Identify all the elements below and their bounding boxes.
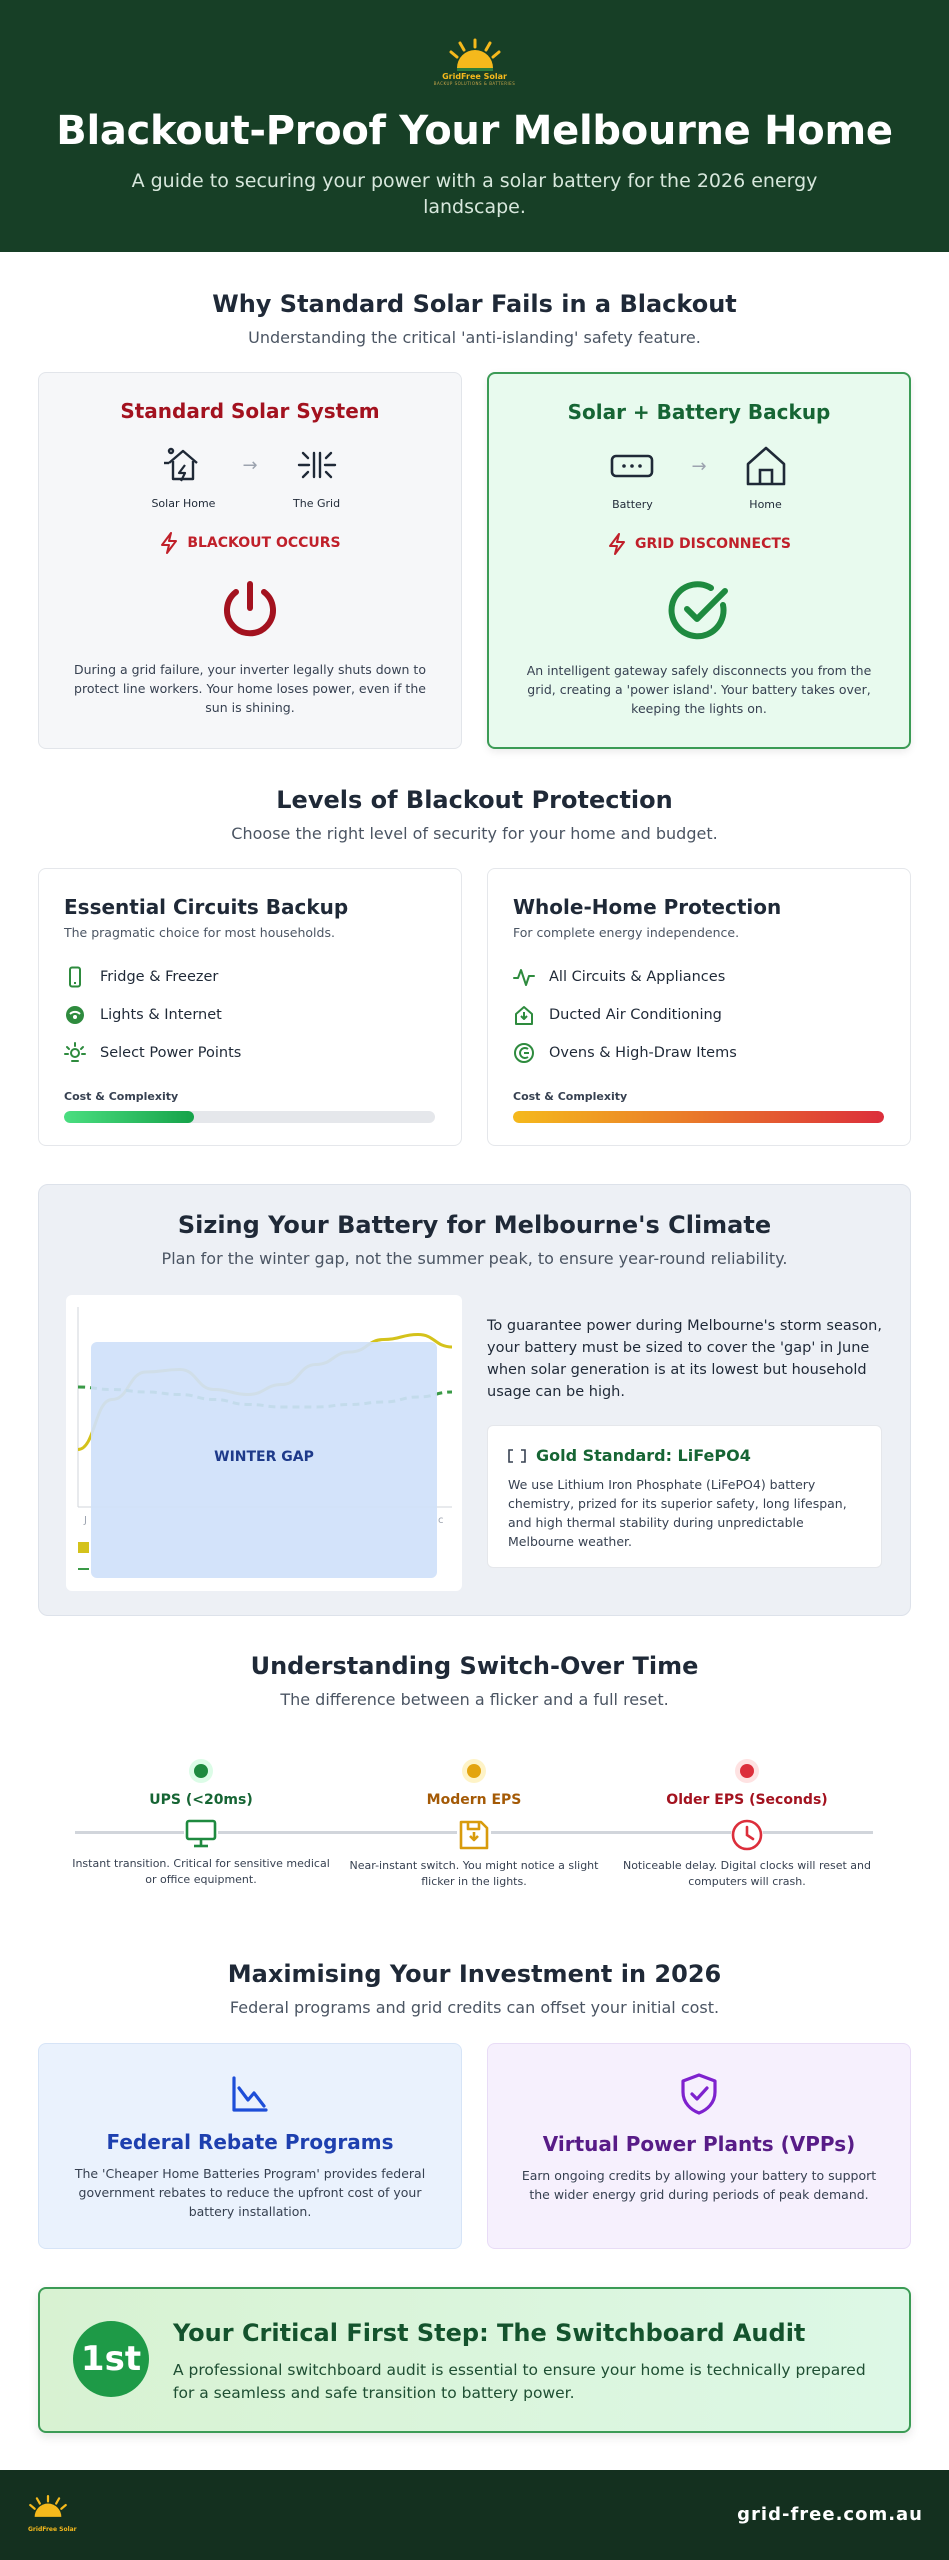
shield-check-icon bbox=[488, 2072, 910, 2116]
check-circle-icon-wrap bbox=[489, 579, 909, 643]
winter-gap-chart bbox=[66, 1295, 462, 1591]
legend-swatch-solar bbox=[78, 1542, 89, 1553]
lifepo4-body: We use Lithium Iron Phosphate (LiFePO4) battery chemistry, prized for its superior safety, long lifespan, and high thermal stability during unpredictable Melbourne weather. bbox=[508, 1477, 847, 1549]
vpp-title: Virtual Power Plants (VPPs) bbox=[542, 2132, 856, 2156]
winter-gap-label: WINTER GAP bbox=[214, 1449, 314, 1465]
flow-home-label: Home bbox=[749, 498, 782, 511]
essential-cost-bar bbox=[64, 1111, 435, 1123]
audit-description: A professional switchboard audit is essential to ensure your home is technically prepared for a seamless and safe transition to battery power. bbox=[173, 2361, 866, 2402]
timeline-dot bbox=[194, 1764, 208, 1778]
lifepo4-card bbox=[487, 1425, 882, 1568]
whole-cost-label: Cost & Complexity bbox=[513, 1090, 628, 1103]
timeline-label: Older EPS (Seconds) bbox=[666, 1792, 828, 1808]
essential-cost-fill bbox=[64, 1111, 194, 1123]
investment-title: Maximising Your Investment in 2026 bbox=[227, 1960, 722, 1988]
power-off-icon-wrap bbox=[39, 578, 461, 642]
grid-disconnect-status bbox=[489, 533, 909, 555]
standard-flow bbox=[39, 443, 461, 510]
vpp-card bbox=[487, 2043, 911, 2249]
battery-backup-title: Solar + Battery Backup bbox=[567, 400, 831, 424]
timeline-description: Near-instant switch. You might notice a slight flicker in the lights. bbox=[349, 1859, 599, 1888]
logo-tagline: BACKUP SOLUTIONS & BATTERIES bbox=[433, 81, 516, 86]
tick-label-last: c bbox=[438, 1515, 444, 1526]
flow-solar-home bbox=[138, 443, 228, 510]
investment-section-header bbox=[0, 1960, 949, 2017]
check-circle-icon bbox=[667, 579, 731, 643]
standard-solar-description: During a grid failure, your inverter legally shuts down to protect line workers. Your home loses power, even if the sun is shining. bbox=[74, 662, 426, 715]
switchover-title: Understanding Switch-Over Time bbox=[250, 1652, 699, 1680]
flow-from-label: Solar Home bbox=[151, 497, 216, 510]
timeline-description: Instant transition. Critical for sensitive medical or office equipment. bbox=[72, 1857, 330, 1886]
switchboard-audit-callout bbox=[38, 2287, 911, 2433]
logo-name: GridFree Solar bbox=[442, 72, 507, 81]
phone-icon bbox=[64, 966, 86, 988]
whole-cost-fill bbox=[513, 1111, 884, 1123]
sizing-section bbox=[38, 1184, 911, 1616]
battery-flow bbox=[489, 444, 909, 511]
levels-subtitle: Choose the right level of security for your home and budget. bbox=[231, 824, 718, 843]
lightbulb-icon bbox=[64, 1042, 86, 1064]
lightning-icon bbox=[607, 533, 627, 555]
vpp-description: Earn ongoing credits by allowing your battery to support the wider energy grid during periods of peak demand. bbox=[521, 2168, 877, 2202]
thermostat-icon bbox=[513, 1004, 535, 1026]
standard-solar-card bbox=[38, 372, 462, 749]
whole-home-card bbox=[487, 868, 911, 1146]
timeline-label: UPS (<20ms) bbox=[149, 1792, 253, 1808]
timeline-item-modern-eps bbox=[344, 1764, 604, 1890]
why-title: Why Standard Solar Fails in a Blackout bbox=[212, 290, 737, 318]
chart-svg bbox=[66, 1295, 462, 1591]
wifi-icon bbox=[64, 1004, 86, 1026]
essential-list bbox=[64, 958, 461, 1072]
flow-to-label: The Grid bbox=[293, 497, 341, 510]
why-section-header bbox=[0, 290, 949, 347]
lifepo4-title: Gold Standard: LiFePO4 bbox=[536, 1446, 751, 1465]
list-item bbox=[513, 996, 910, 1034]
timeline-dot bbox=[467, 1764, 481, 1778]
flow-battery-label: Battery bbox=[612, 498, 653, 511]
switchover-section-header bbox=[0, 1652, 949, 1709]
sun-logo-icon bbox=[448, 38, 502, 74]
federal-rebate-card bbox=[38, 2043, 462, 2249]
standard-solar-title: Standard Solar System bbox=[120, 399, 380, 423]
list-item bbox=[64, 996, 461, 1034]
battery-backup-card bbox=[487, 372, 911, 749]
switchover-subtitle: The difference between a flicker and a full reset. bbox=[280, 1690, 669, 1709]
tick-label-first: J bbox=[84, 1515, 87, 1526]
footer-url-link[interactable]: grid-free.com.au bbox=[737, 2504, 923, 2525]
save-icon bbox=[344, 1818, 604, 1852]
flow-grid bbox=[272, 443, 362, 510]
list-item-label: Ducted Air Conditioning bbox=[549, 1007, 722, 1023]
list-item bbox=[64, 958, 461, 996]
timeline-dot bbox=[740, 1764, 754, 1778]
blackout-status bbox=[39, 532, 461, 554]
home-icon bbox=[744, 444, 788, 488]
investment-subtitle: Federal programs and grid credits can offset your initial cost. bbox=[229, 1998, 720, 2017]
list-item-label: Fridge & Freezer bbox=[100, 969, 219, 985]
list-item-label: Lights & Internet bbox=[100, 1007, 222, 1023]
flow-battery bbox=[587, 444, 677, 511]
whole-subtitle: For complete energy independence. bbox=[513, 925, 740, 940]
whole-title: Whole-Home Protection bbox=[513, 895, 782, 919]
solar-home-icon bbox=[161, 443, 205, 487]
flow-home bbox=[721, 444, 811, 511]
sizing-body: To guarantee power during Melbourne's storm season, your battery must be sized to cover the 'gap' in June when solar generation is at its lowest but household usage can be high. bbox=[487, 1318, 882, 1400]
timeline-description: Noticeable delay. Digital clocks will reset and computers will crash. bbox=[622, 1859, 872, 1888]
essential-circuits-card bbox=[38, 868, 462, 1146]
why-subtitle: Understanding the critical 'anti-islanding' safety feature. bbox=[248, 328, 701, 347]
sizing-title: Sizing Your Battery for Melbourne's Climate bbox=[177, 1211, 772, 1239]
pulse-icon bbox=[513, 966, 535, 988]
page-title: Blackout-Proof Your Melbourne Home bbox=[56, 108, 893, 154]
sizing-subtitle: Plan for the winter gap, not the summer peak, to ensure year-round reliability. bbox=[161, 1249, 788, 1268]
whole-cost-bar bbox=[513, 1111, 884, 1123]
arrow-right-icon: → bbox=[242, 455, 258, 476]
battery-outline-icon bbox=[508, 1449, 526, 1463]
arrow-right-icon: → bbox=[691, 456, 707, 477]
list-item-label: Ovens & High-Draw Items bbox=[549, 1045, 737, 1061]
first-step-badge: 1st bbox=[73, 2321, 149, 2397]
lightning-icon bbox=[159, 532, 179, 554]
grid-disconnect-status-text: GRID DISCONNECTS bbox=[635, 536, 791, 552]
brand-logo bbox=[430, 38, 520, 96]
list-item-label: Select Power Points bbox=[100, 1045, 242, 1061]
timeline-item-older-eps bbox=[617, 1764, 877, 1890]
essential-subtitle: The pragmatic choice for most households. bbox=[64, 925, 335, 940]
footer-logo bbox=[28, 2494, 88, 2533]
essential-title: Essential Circuits Backup bbox=[64, 895, 349, 919]
timeline-label: Modern EPS bbox=[426, 1792, 522, 1808]
chart-growth-icon bbox=[39, 2074, 461, 2114]
list-item bbox=[64, 1034, 461, 1072]
battery-icon bbox=[610, 444, 654, 488]
battery-backup-description: An intelligent gateway safely disconnects you from the grid, creating a 'power island'. Your battery takes over, keeping the lights on. bbox=[526, 663, 872, 716]
monitor-icon bbox=[71, 1818, 331, 1850]
page-footer bbox=[0, 2470, 949, 2560]
federal-rebate-description: The 'Cheaper Home Batteries Program' provides federal government rebates to reduce the upfront cost of your battery installation. bbox=[74, 2166, 426, 2219]
whole-list bbox=[513, 958, 910, 1072]
power-off-icon bbox=[218, 578, 282, 642]
sun-logo-icon bbox=[28, 2494, 68, 2522]
levels-title: Levels of Blackout Protection bbox=[276, 786, 673, 814]
list-item-label: All Circuits & Appliances bbox=[549, 969, 726, 985]
hero-banner bbox=[0, 0, 949, 252]
timeline-item-ups bbox=[71, 1764, 331, 1888]
lifepo4-heading bbox=[508, 1446, 881, 1465]
clock-icon bbox=[617, 1818, 877, 1852]
list-item bbox=[513, 1034, 910, 1072]
federal-rebate-title: Federal Rebate Programs bbox=[106, 2130, 394, 2154]
grid-disconnect-icon bbox=[295, 443, 339, 487]
essential-cost-label: Cost & Complexity bbox=[64, 1090, 179, 1103]
list-item bbox=[513, 958, 910, 996]
audit-title: Your Critical First Step: The Switchboard Audit bbox=[173, 2319, 806, 2347]
page-subtitle: A guide to securing your power with a solar battery for the 2026 energy landscape. bbox=[131, 170, 818, 218]
levels-section-header bbox=[0, 786, 949, 843]
blackout-status-text: BLACKOUT OCCURS bbox=[187, 535, 341, 551]
oven-gauge-icon bbox=[513, 1042, 535, 1064]
footer-logo-name: GridFree Solar bbox=[28, 2526, 77, 2533]
